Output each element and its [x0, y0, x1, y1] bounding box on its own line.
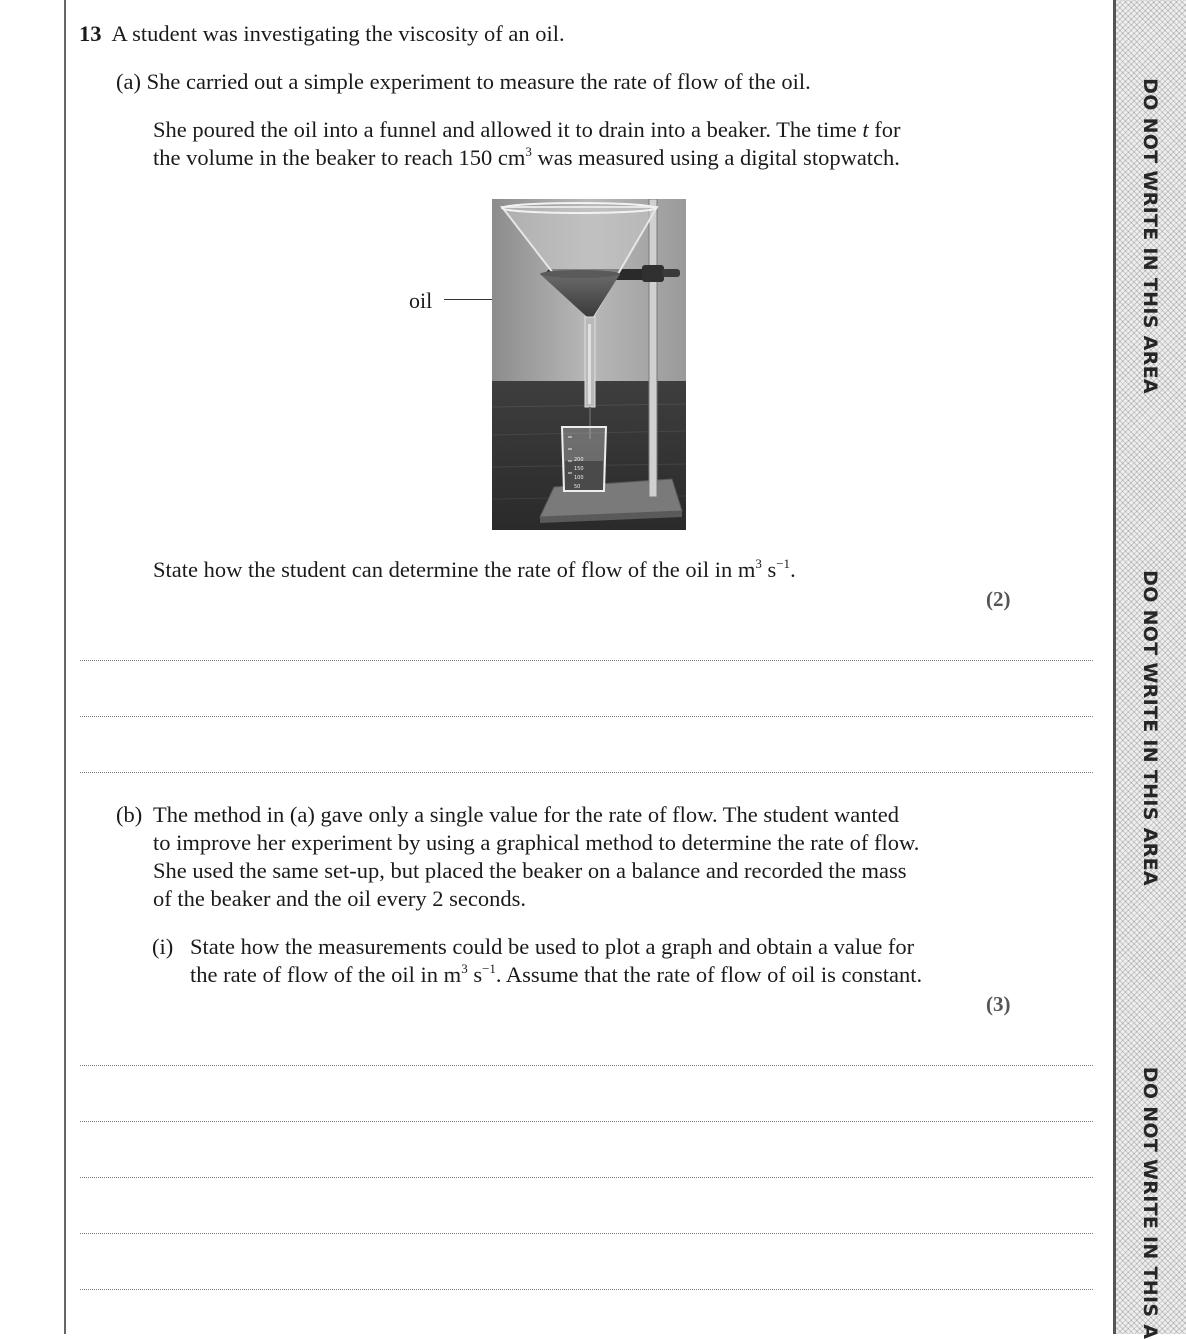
part-a-description-line-2: the volume in the beaker to reach 150 $cm^3$ was measured using a digital stopwatch. [153, 143, 900, 170]
answer-line-a-3[interactable] [80, 772, 1093, 773]
part-a-instruction: State how the student can determine the rate of flow of the oil in $m^3$ $s^{-1}$. [153, 555, 796, 582]
beaker-oil [565, 461, 603, 490]
beaker-scale-150: 150 [574, 466, 584, 472]
part-b-i-line-1: State how the measurements could be used to plot a graph and obtain a value for [190, 934, 915, 959]
answer-line-b-1[interactable] [80, 1065, 1093, 1066]
answer-line-b-2[interactable] [80, 1121, 1093, 1122]
part-b-line-4: of the beaker and the oil every 2 seconds. [153, 886, 526, 911]
part-b-line-2: to improve her experiment by using a graphical method to determine the rate of flow. [153, 830, 920, 855]
part-a-text: She carried out a simple experiment to measure the rate of flow of the oil. [146, 69, 811, 94]
oil-label: oil [409, 288, 433, 313]
part-b-i-label: (i) [152, 934, 174, 959]
part-a-heading [116, 68, 811, 96]
left-margin-rule [64, 0, 66, 1334]
margin-warning-3: DO NOT WRITE IN THIS A [1139, 1066, 1161, 1339]
funnel-beaker-photo [492, 199, 686, 530]
part-a-description-line-1: She poured the oil into a funnel and allowed it to drain into a beaker. The time t for [153, 117, 901, 142]
variable-t: t [862, 117, 869, 142]
part-b-i-line-2: the rate of flow of the oil in $m^3$ $s^{-1}$. Assume that the rate of flow of oil is constant. [190, 960, 923, 987]
beaker-scale-200: 200 [574, 457, 584, 463]
part-b-line-1: The method in (a) gave only a single value for the rate of flow. The student wanted [153, 802, 900, 827]
part-b-i-marks: (3) [986, 992, 1011, 1016]
part-b-line-3: She used the same set-up, but placed the beaker on a balance and recorded the mass [153, 858, 907, 883]
answer-line-b-3[interactable] [80, 1177, 1093, 1178]
margin-warning-2: DO NOT WRITE IN THIS AREA [1139, 570, 1161, 886]
part-a-label: (a) [116, 69, 141, 94]
stand-rod [649, 199, 657, 497]
answer-line-b-5[interactable] [80, 1289, 1093, 1290]
question-number: 13 [79, 21, 102, 46]
question-intro: A student was investigating the viscosity of an oil. [111, 21, 565, 46]
part-b-label: (b) [116, 802, 143, 827]
answer-line-a-2[interactable] [80, 716, 1093, 717]
beaker-scale-100: 100 [574, 475, 584, 481]
question-stem [79, 20, 565, 48]
answer-line-b-4[interactable] [80, 1233, 1093, 1234]
margin-warning-1: DO NOT WRITE IN THIS AREA [1139, 78, 1161, 394]
answer-line-a-1[interactable] [80, 660, 1093, 661]
beaker-scale-50: 50 [574, 484, 581, 490]
part-a-marks: (2) [986, 587, 1011, 611]
